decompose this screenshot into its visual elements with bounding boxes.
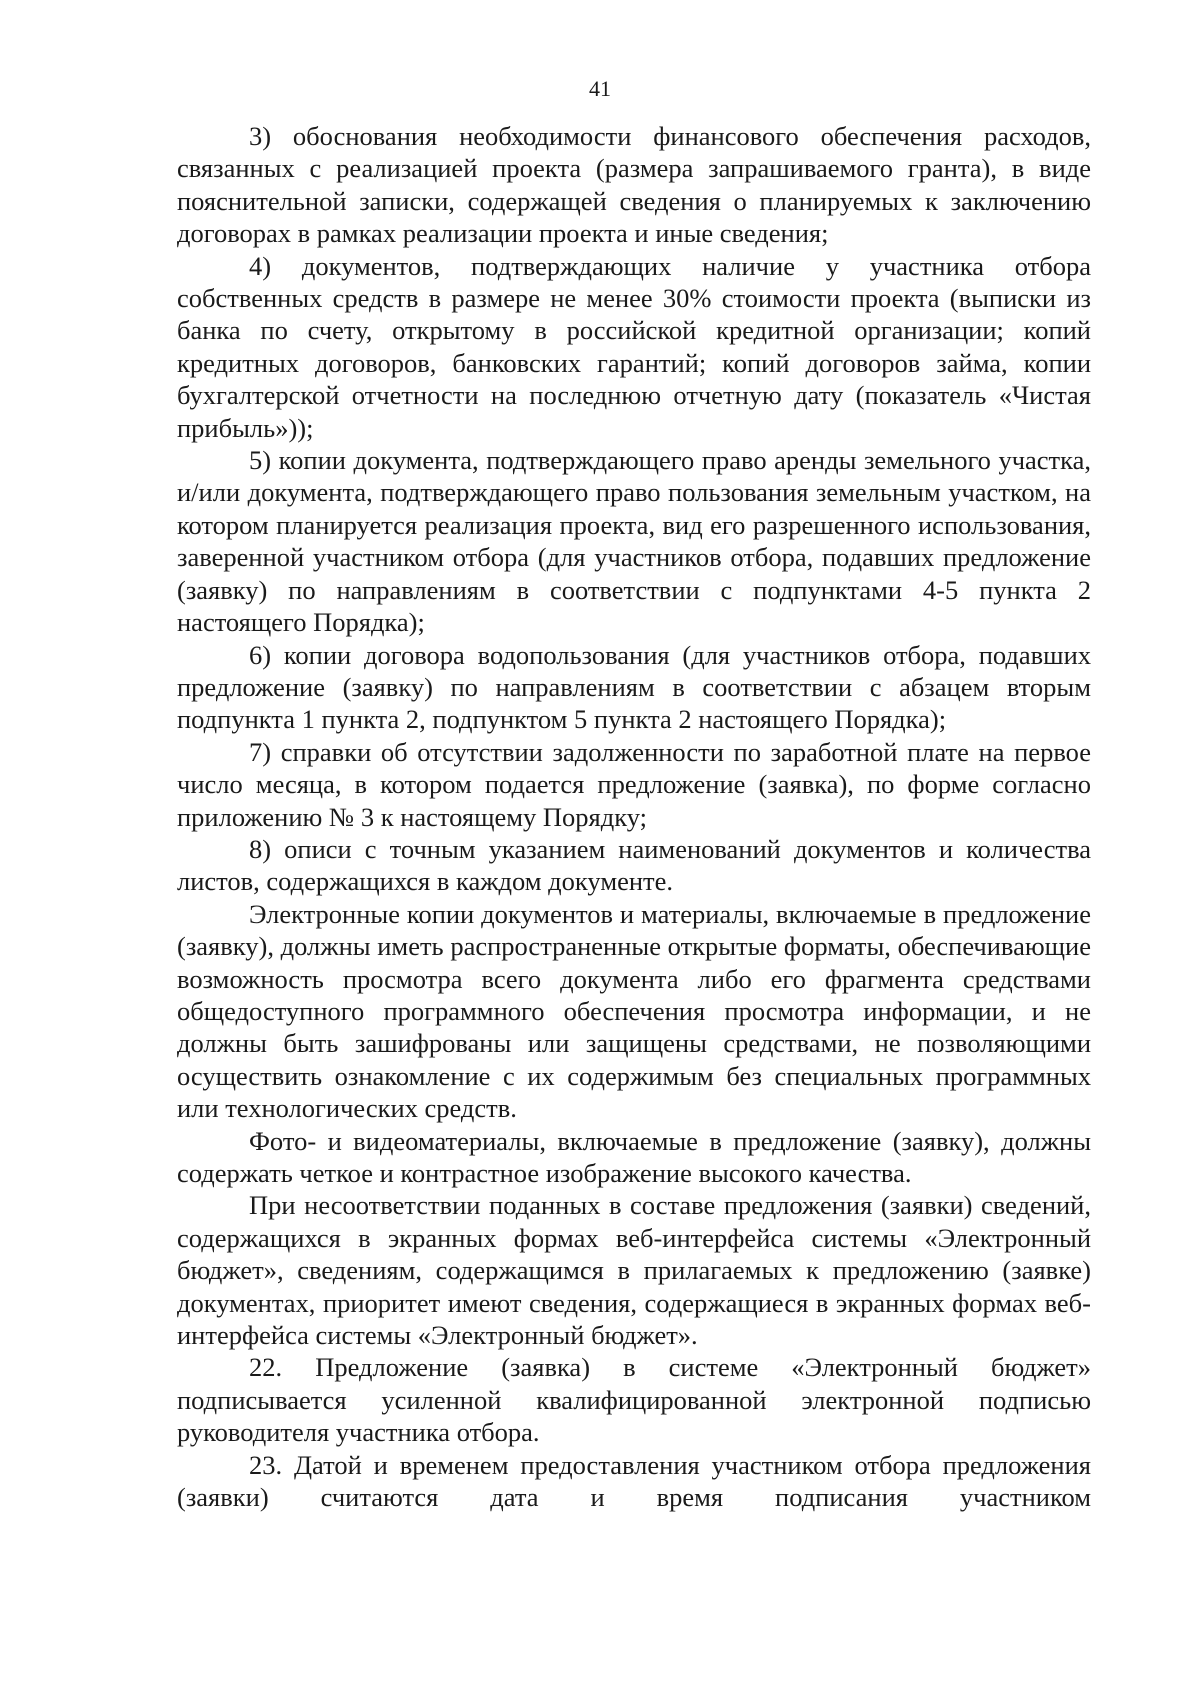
paragraph-clause-23: 23. Датой и временем предоставления участником отбора предложения (заявки) считаются дата и время подписания участником — [177, 1449, 1091, 1513]
body-text — [177, 120, 1091, 1513]
paragraph-item-7: 7) справки об отсутствии задолженности по заработной плате на первое число месяца, в котором подается предложение (заявка), по форме согласно приложению № 3 к настоящему Порядку; — [177, 736, 1091, 832]
paragraph-item-3: 3) обоснования необходимости финансового обеспечения расходов, связанных с реализацией проекта (размера запрашиваемого гранта), в виде пояснительной записки, содержащей сведения о планируемых к заключению договорах в рамках реализации проекта и иные сведения; — [177, 121, 1091, 249]
paragraph-clause-22: 22. Предложение (заявка) в системе «Электронный бюджет» подписывается усиленной квалифицированной электронной подписью руководителя участника отбора. — [177, 1352, 1091, 1448]
paragraph-mismatch-priority: При несоответствии поданных в составе предложения (заявки) сведений, содержащихся в экранных формах веб-интерфейса системы «Электронный бюджет», сведениям, содержащимся в прилагаемых к предложению (заявке) документах, приоритет имеют сведения, содержащиеся в экранных формах веб-интерфейса системы «Электронный бюджет». — [177, 1190, 1091, 1351]
paragraph-electronic-copies: Электронные копии документов и материалы, включаемые в предложение (заявку), должны иметь распространенные открытые форматы, обеспечивающие возможность просмотра всего документа либо его фрагмента средствами общедоступного программного обеспечения просмотра информации, и не должны быть зашифрованы или защищены средствами, не позволяющими осуществить ознакомление с их содержимым без специальных программных или технологических средств. — [177, 898, 1091, 1124]
paragraph-item-4: 4) документов, подтверждающих наличие у участника отбора собственных средств в размере не менее 30% стоимости проекта (выписки из банка по счету, открытому в российской кредитной организации; копий кредитных договоров, банковских гарантий; копий договоров займа, копии бухгалтерской отчетности на последнюю отчетную дату (показатель «Чистая прибыль»)); — [177, 250, 1091, 443]
paragraph-item-8: 8) описи с точным указанием наименований документов и количества листов, содержащихся в каждом документе. — [177, 833, 1091, 897]
paragraph-photo-video: Фото- и видеоматериалы, включаемые в предложение (заявку), должны содержать четкое и контрастное изображение высокого качества. — [177, 1125, 1091, 1188]
paragraph-item-6: 6) копии договора водопользования (для участников отбора, подавших предложение (заявку) по направлениям в соответствии с абзацем вторым подпункта 1 пункта 2, подпунктом 5 пункта 2 настоящего Порядка); — [177, 639, 1091, 735]
page-number: 41 — [589, 76, 611, 101]
paragraph-item-5: 5) копии документа, подтверждающего право аренды земельного участка, и/или документа, подтверждающего право пользования земельным участком, на котором планируется реализация проекта, вид его разрешенного использования, заверенной участником отбора (для участников отбора, подавших предложение (заявку) по направлениям в соответствии с подпунктами 4-5 пункта 2 настоящего Порядка); — [177, 445, 1091, 638]
